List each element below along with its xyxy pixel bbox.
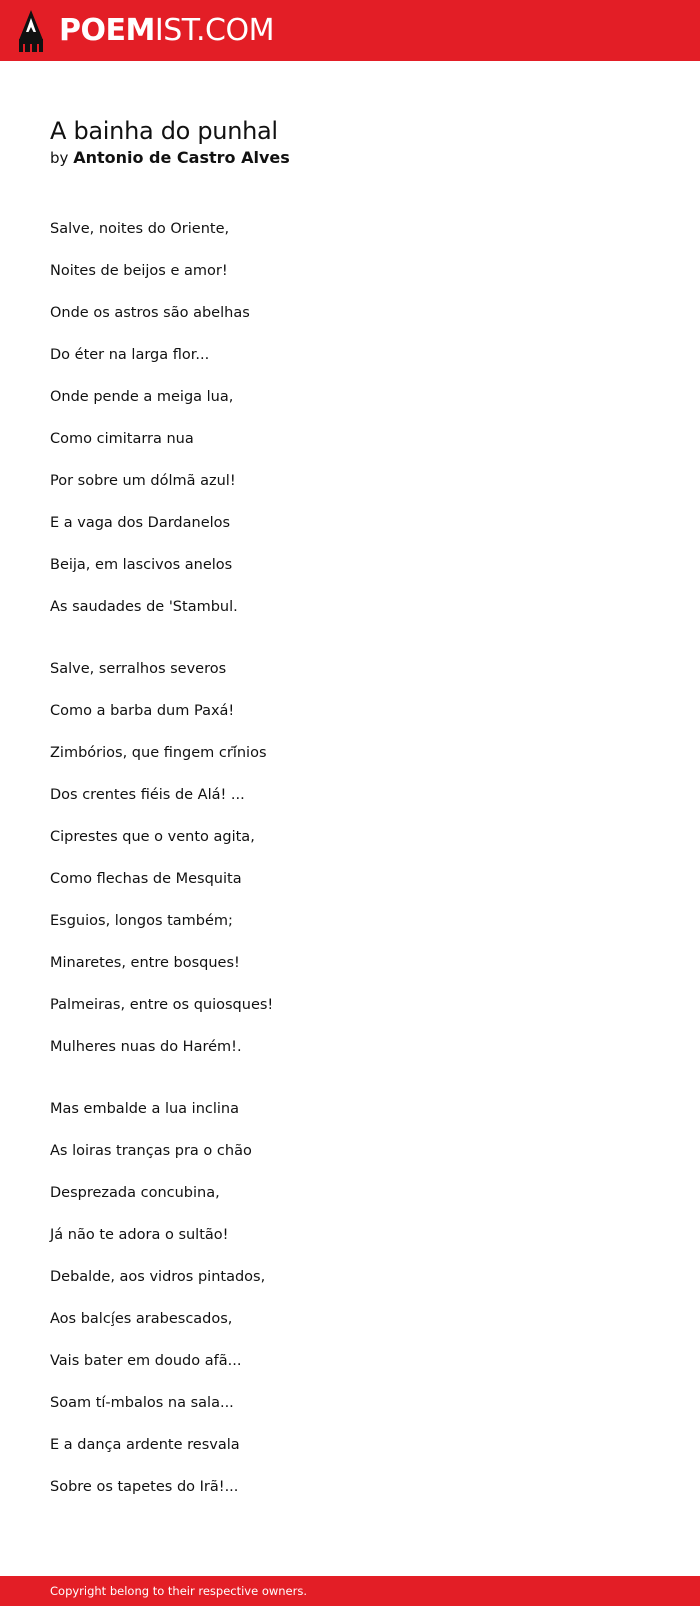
verse-line: Beija, em lascivos anelos — [50, 557, 233, 573]
brand-name-light: IST.COM — [154, 12, 274, 48]
verse-line: Onde os astros são abelhas — [50, 305, 250, 321]
verse-line: Como flechas de Mesquita — [50, 871, 242, 887]
verse-line: Minaretes, entre bosques! — [50, 955, 240, 971]
verse-line: Noites de beijos e amor! — [50, 263, 228, 279]
verse-line: E a vaga dos Dardanelos — [50, 515, 231, 531]
site-footer — [0, 1576, 700, 1606]
verse-line: Do éter na larga flor... — [50, 347, 210, 363]
verse-line: Por sobre um dólmã azul! — [50, 473, 236, 489]
verse-line: Como cimitarra nua — [50, 431, 194, 447]
verse-line: Debalde, aos vidros pintados, — [50, 1269, 266, 1285]
pencil-icon — [18, 10, 44, 52]
poem-title: A bainha do punhal — [50, 117, 278, 145]
verse-line: Aos balcí̧es arabescados, — [50, 1311, 233, 1327]
by-label: by — [50, 149, 69, 167]
copyright-notice: Copyright belong to their respective owners. — [50, 1584, 308, 1598]
brand-name-bold: POEM — [59, 12, 155, 48]
poem-content — [50, 116, 650, 1508]
verse-line: Dos crentes fiéis de Alá! ... — [50, 787, 245, 803]
verse-line: Esguios, longos também; — [50, 913, 233, 929]
verse-line: Sobre os tapetes do Irã!... — [50, 1479, 239, 1495]
verse-line: Como a barba dum Paxá! — [50, 703, 235, 719]
verse-line: Salve, serralhos severos — [50, 661, 227, 677]
poem-byline — [50, 147, 650, 169]
brand-wordmark — [59, 12, 274, 48]
verse-line: E a dança ardente resvala — [50, 1437, 240, 1453]
stanza-2 — [50, 648, 650, 1068]
verse-line: Já não te adora o sultão! — [50, 1227, 229, 1243]
verse-line: As saudades de 'Stambul. — [50, 599, 238, 615]
poem-author: Antonio de Castro Alves — [73, 148, 290, 167]
home-logo-link[interactable] — [0, 0, 274, 61]
verse-line: Desprezada concubina, — [50, 1185, 220, 1201]
verse-line: Zimbórios, que fingem crí̄nios — [50, 745, 267, 761]
verse-line: Salve, noites do Oriente, — [50, 221, 230, 237]
stanza-1 — [50, 208, 650, 628]
verse-line: Mulheres nuas do Harém!. — [50, 1039, 242, 1055]
verse-line: Ciprestes que o vento agita, — [50, 829, 255, 845]
verse-line: Mas embalde a lua inclina — [50, 1101, 239, 1117]
verse-line: Palmeiras, entre os quiosques! — [50, 997, 274, 1013]
verse-line: As loiras tranças pra o chão — [50, 1143, 252, 1159]
verse-line: Vais bater em doudo afã... — [50, 1353, 242, 1369]
site-header — [0, 0, 700, 61]
verse-line: Soam tí-mbalos na sala... — [50, 1395, 234, 1411]
verse-line: Onde pende a meiga lua, — [50, 389, 234, 405]
stanza-3 — [50, 1088, 650, 1508]
